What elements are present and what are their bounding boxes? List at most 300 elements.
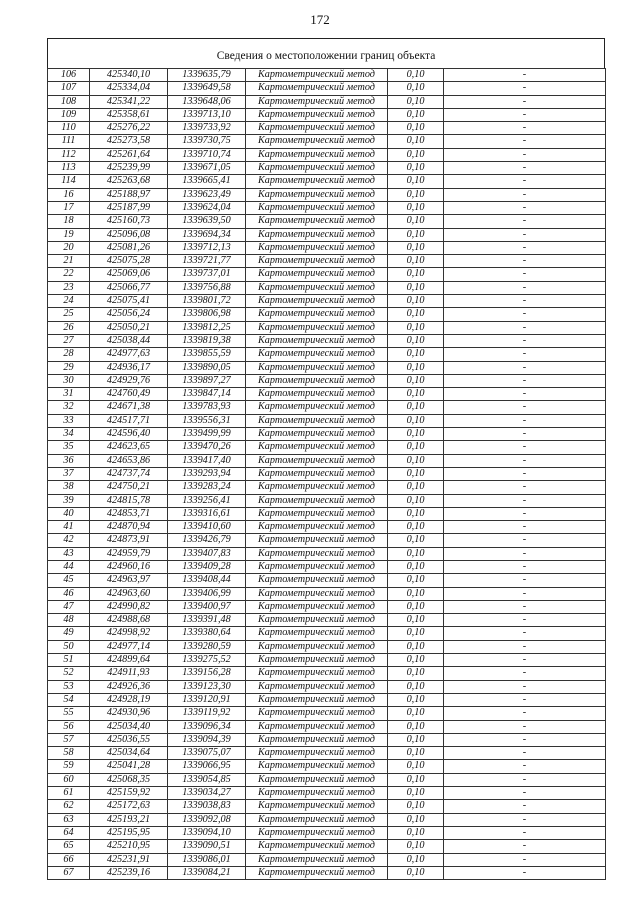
point-number-cell: 32 bbox=[48, 401, 90, 414]
y-coordinate-cell: 1339119,92 bbox=[168, 707, 246, 720]
table-row bbox=[48, 95, 606, 108]
x-coordinate-cell: 425187,99 bbox=[90, 201, 168, 214]
table-row bbox=[48, 441, 606, 454]
accuracy-cell: 0,10 bbox=[388, 733, 444, 746]
description-cell: - bbox=[444, 321, 606, 334]
y-coordinate-cell: 1339426,79 bbox=[168, 534, 246, 547]
accuracy-cell: 0,10 bbox=[388, 215, 444, 228]
point-number-cell: 37 bbox=[48, 467, 90, 480]
accuracy-cell: 0,10 bbox=[388, 560, 444, 573]
table-row bbox=[48, 787, 606, 800]
table-row bbox=[48, 374, 606, 387]
x-coordinate-cell: 425069,06 bbox=[90, 268, 168, 281]
point-number-cell: 54 bbox=[48, 693, 90, 706]
table-row bbox=[48, 188, 606, 201]
accuracy-cell: 0,10 bbox=[388, 95, 444, 108]
method-cell: Картометрический метод bbox=[246, 494, 388, 507]
point-number-cell: 44 bbox=[48, 560, 90, 573]
point-number-cell: 112 bbox=[48, 148, 90, 161]
description-cell: - bbox=[444, 560, 606, 573]
y-coordinate-cell: 1339623,49 bbox=[168, 188, 246, 201]
y-coordinate-cell: 1339256,41 bbox=[168, 494, 246, 507]
table-row bbox=[48, 707, 606, 720]
description-cell: - bbox=[444, 760, 606, 773]
point-number-cell: 110 bbox=[48, 122, 90, 135]
accuracy-cell: 0,10 bbox=[388, 773, 444, 786]
method-cell: Картометрический метод bbox=[246, 401, 388, 414]
table-row bbox=[48, 69, 606, 82]
point-number-cell: 39 bbox=[48, 494, 90, 507]
description-cell: - bbox=[444, 534, 606, 547]
method-cell: Картометрический метод bbox=[246, 334, 388, 347]
description-cell: - bbox=[444, 361, 606, 374]
accuracy-cell: 0,10 bbox=[388, 627, 444, 640]
y-coordinate-cell: 1339639,50 bbox=[168, 215, 246, 228]
table-row bbox=[48, 467, 606, 480]
description-cell: - bbox=[444, 281, 606, 294]
description-cell: - bbox=[444, 680, 606, 693]
point-number-cell: 49 bbox=[48, 627, 90, 640]
point-number-cell: 29 bbox=[48, 361, 90, 374]
table-row bbox=[48, 600, 606, 613]
description-cell: - bbox=[444, 188, 606, 201]
method-cell: Картометрический метод bbox=[246, 667, 388, 680]
accuracy-cell: 0,10 bbox=[388, 853, 444, 866]
method-cell: Картометрический метод bbox=[246, 773, 388, 786]
x-coordinate-cell: 424977,63 bbox=[90, 348, 168, 361]
method-cell: Картометрический метод bbox=[246, 241, 388, 254]
point-number-cell: 19 bbox=[48, 228, 90, 241]
description-cell: - bbox=[444, 481, 606, 494]
description-cell: - bbox=[444, 215, 606, 228]
table-row bbox=[48, 693, 606, 706]
accuracy-cell: 0,10 bbox=[388, 308, 444, 321]
point-number-cell: 67 bbox=[48, 866, 90, 879]
y-coordinate-cell: 1339120,91 bbox=[168, 693, 246, 706]
description-cell: - bbox=[444, 853, 606, 866]
x-coordinate-cell: 424750,21 bbox=[90, 481, 168, 494]
method-cell: Картометрический метод bbox=[246, 228, 388, 241]
point-number-cell: 23 bbox=[48, 281, 90, 294]
y-coordinate-cell: 1339721,77 bbox=[168, 255, 246, 268]
accuracy-cell: 0,10 bbox=[388, 454, 444, 467]
x-coordinate-cell: 424596,40 bbox=[90, 428, 168, 441]
x-coordinate-cell: 425239,16 bbox=[90, 866, 168, 879]
boundary-points-table bbox=[47, 68, 606, 880]
y-coordinate-cell: 1339499,99 bbox=[168, 428, 246, 441]
description-cell: - bbox=[444, 667, 606, 680]
accuracy-cell: 0,10 bbox=[388, 255, 444, 268]
point-number-cell: 35 bbox=[48, 441, 90, 454]
x-coordinate-cell: 424671,38 bbox=[90, 401, 168, 414]
point-number-cell: 62 bbox=[48, 800, 90, 813]
table-row bbox=[48, 680, 606, 693]
point-number-cell: 27 bbox=[48, 334, 90, 347]
accuracy-cell: 0,10 bbox=[388, 840, 444, 853]
description-cell: - bbox=[444, 467, 606, 480]
accuracy-cell: 0,10 bbox=[388, 667, 444, 680]
accuracy-cell: 0,10 bbox=[388, 268, 444, 281]
table-row bbox=[48, 454, 606, 467]
point-number-cell: 52 bbox=[48, 667, 90, 680]
point-number-cell: 107 bbox=[48, 82, 90, 95]
x-coordinate-cell: 424929,76 bbox=[90, 374, 168, 387]
y-coordinate-cell: 1339400,97 bbox=[168, 600, 246, 613]
x-coordinate-cell: 425340,10 bbox=[90, 69, 168, 82]
point-number-cell: 59 bbox=[48, 760, 90, 773]
table-row bbox=[48, 813, 606, 826]
y-coordinate-cell: 1339096,34 bbox=[168, 720, 246, 733]
accuracy-cell: 0,10 bbox=[388, 441, 444, 454]
x-coordinate-cell: 425239,99 bbox=[90, 162, 168, 175]
y-coordinate-cell: 1339635,79 bbox=[168, 69, 246, 82]
table-row bbox=[48, 853, 606, 866]
accuracy-cell: 0,10 bbox=[388, 481, 444, 494]
method-cell: Картометрический метод bbox=[246, 760, 388, 773]
x-coordinate-cell: 424873,91 bbox=[90, 534, 168, 547]
y-coordinate-cell: 1339066,95 bbox=[168, 760, 246, 773]
method-cell: Картометрический метод bbox=[246, 707, 388, 720]
description-cell: - bbox=[444, 747, 606, 760]
point-number-cell: 53 bbox=[48, 680, 90, 693]
method-cell: Картометрический метод bbox=[246, 348, 388, 361]
x-coordinate-cell: 424870,94 bbox=[90, 521, 168, 534]
x-coordinate-cell: 424930,96 bbox=[90, 707, 168, 720]
description-cell: - bbox=[444, 374, 606, 387]
point-number-cell: 20 bbox=[48, 241, 90, 254]
description-cell: - bbox=[444, 108, 606, 121]
x-coordinate-cell: 425263,68 bbox=[90, 175, 168, 188]
y-coordinate-cell: 1339094,10 bbox=[168, 826, 246, 839]
table-row bbox=[48, 175, 606, 188]
method-cell: Картометрический метод bbox=[246, 135, 388, 148]
table-row bbox=[48, 361, 606, 374]
accuracy-cell: 0,10 bbox=[388, 334, 444, 347]
point-number-cell: 22 bbox=[48, 268, 90, 281]
method-cell: Картометрический метод bbox=[246, 640, 388, 653]
description-cell: - bbox=[444, 334, 606, 347]
method-cell: Картометрический метод bbox=[246, 95, 388, 108]
table-row bbox=[48, 428, 606, 441]
x-coordinate-cell: 424926,36 bbox=[90, 680, 168, 693]
x-coordinate-cell: 424936,17 bbox=[90, 361, 168, 374]
method-cell: Картометрический метод bbox=[246, 720, 388, 733]
description-cell: - bbox=[444, 69, 606, 82]
y-coordinate-cell: 1339806,98 bbox=[168, 308, 246, 321]
description-cell: - bbox=[444, 414, 606, 427]
table-title: Сведения о местоположении границ объекта bbox=[47, 38, 605, 68]
point-number-cell: 26 bbox=[48, 321, 90, 334]
y-coordinate-cell: 1339156,28 bbox=[168, 667, 246, 680]
point-number-cell: 61 bbox=[48, 787, 90, 800]
point-number-cell: 58 bbox=[48, 747, 90, 760]
table-row bbox=[48, 268, 606, 281]
x-coordinate-cell: 425034,64 bbox=[90, 747, 168, 760]
table-row bbox=[48, 308, 606, 321]
description-cell: - bbox=[444, 95, 606, 108]
y-coordinate-cell: 1339408,44 bbox=[168, 574, 246, 587]
y-coordinate-cell: 1339380,64 bbox=[168, 627, 246, 640]
accuracy-cell: 0,10 bbox=[388, 281, 444, 294]
point-number-cell: 42 bbox=[48, 534, 90, 547]
method-cell: Картометрический метод bbox=[246, 215, 388, 228]
y-coordinate-cell: 1339075,07 bbox=[168, 747, 246, 760]
y-coordinate-cell: 1339086,01 bbox=[168, 853, 246, 866]
accuracy-cell: 0,10 bbox=[388, 361, 444, 374]
accuracy-cell: 0,10 bbox=[388, 69, 444, 82]
method-cell: Картометрический метод bbox=[246, 122, 388, 135]
point-number-cell: 30 bbox=[48, 374, 90, 387]
method-cell: Картометрический метод bbox=[246, 308, 388, 321]
x-coordinate-cell: 425172,63 bbox=[90, 800, 168, 813]
table-row bbox=[48, 281, 606, 294]
y-coordinate-cell: 1339855,59 bbox=[168, 348, 246, 361]
method-cell: Картометрический метод bbox=[246, 614, 388, 627]
point-number-cell: 16 bbox=[48, 188, 90, 201]
y-coordinate-cell: 1339712,13 bbox=[168, 241, 246, 254]
accuracy-cell: 0,10 bbox=[388, 201, 444, 214]
table-row bbox=[48, 760, 606, 773]
point-number-cell: 56 bbox=[48, 720, 90, 733]
accuracy-cell: 0,10 bbox=[388, 228, 444, 241]
description-cell: - bbox=[444, 693, 606, 706]
x-coordinate-cell: 424960,16 bbox=[90, 560, 168, 573]
table-row bbox=[48, 414, 606, 427]
x-coordinate-cell: 424977,14 bbox=[90, 640, 168, 653]
description-cell: - bbox=[444, 866, 606, 879]
description-cell: - bbox=[444, 494, 606, 507]
method-cell: Картометрический метод bbox=[246, 747, 388, 760]
table-row bbox=[48, 614, 606, 627]
method-cell: Картометрический метод bbox=[246, 162, 388, 175]
y-coordinate-cell: 1339470,26 bbox=[168, 441, 246, 454]
table-row bbox=[48, 574, 606, 587]
accuracy-cell: 0,10 bbox=[388, 800, 444, 813]
x-coordinate-cell: 425056,24 bbox=[90, 308, 168, 321]
table-row bbox=[48, 773, 606, 786]
point-number-cell: 109 bbox=[48, 108, 90, 121]
accuracy-cell: 0,10 bbox=[388, 574, 444, 587]
method-cell: Картометрический метод bbox=[246, 441, 388, 454]
method-cell: Картометрический метод bbox=[246, 693, 388, 706]
x-coordinate-cell: 425195,95 bbox=[90, 826, 168, 839]
point-number-cell: 34 bbox=[48, 428, 90, 441]
x-coordinate-cell: 424963,60 bbox=[90, 587, 168, 600]
y-coordinate-cell: 1339417,40 bbox=[168, 454, 246, 467]
x-coordinate-cell: 425210,95 bbox=[90, 840, 168, 853]
description-cell: - bbox=[444, 348, 606, 361]
y-coordinate-cell: 1339406,99 bbox=[168, 587, 246, 600]
method-cell: Картометрический метод bbox=[246, 188, 388, 201]
point-number-cell: 40 bbox=[48, 507, 90, 520]
x-coordinate-cell: 424990,82 bbox=[90, 600, 168, 613]
method-cell: Картометрический метод bbox=[246, 627, 388, 640]
x-coordinate-cell: 424959,79 bbox=[90, 547, 168, 560]
point-number-cell: 66 bbox=[48, 853, 90, 866]
x-coordinate-cell: 424760,49 bbox=[90, 388, 168, 401]
table-row bbox=[48, 534, 606, 547]
y-coordinate-cell: 1339275,52 bbox=[168, 654, 246, 667]
description-cell: - bbox=[444, 840, 606, 853]
description-cell: - bbox=[444, 813, 606, 826]
table-row bbox=[48, 162, 606, 175]
description-cell: - bbox=[444, 441, 606, 454]
y-coordinate-cell: 1339094,39 bbox=[168, 733, 246, 746]
accuracy-cell: 0,10 bbox=[388, 175, 444, 188]
table-row bbox=[48, 640, 606, 653]
table-row bbox=[48, 800, 606, 813]
y-coordinate-cell: 1339391,48 bbox=[168, 614, 246, 627]
x-coordinate-cell: 425276,22 bbox=[90, 122, 168, 135]
y-coordinate-cell: 1339737,01 bbox=[168, 268, 246, 281]
method-cell: Картометрический метод bbox=[246, 853, 388, 866]
accuracy-cell: 0,10 bbox=[388, 374, 444, 387]
y-coordinate-cell: 1339038,83 bbox=[168, 800, 246, 813]
table-row bbox=[48, 215, 606, 228]
method-cell: Картометрический метод bbox=[246, 600, 388, 613]
table-row bbox=[48, 840, 606, 853]
table-row bbox=[48, 148, 606, 161]
y-coordinate-cell: 1339034,27 bbox=[168, 787, 246, 800]
accuracy-cell: 0,10 bbox=[388, 122, 444, 135]
table-body bbox=[48, 69, 606, 880]
point-number-cell: 60 bbox=[48, 773, 90, 786]
accuracy-cell: 0,10 bbox=[388, 188, 444, 201]
table-row bbox=[48, 295, 606, 308]
point-number-cell: 48 bbox=[48, 614, 90, 627]
x-coordinate-cell: 424623,65 bbox=[90, 441, 168, 454]
method-cell: Картометрический метод bbox=[246, 787, 388, 800]
method-cell: Картометрический метод bbox=[246, 82, 388, 95]
method-cell: Картометрический метод bbox=[246, 560, 388, 573]
table-row bbox=[48, 507, 606, 520]
x-coordinate-cell: 425273,58 bbox=[90, 135, 168, 148]
description-cell: - bbox=[444, 521, 606, 534]
accuracy-cell: 0,10 bbox=[388, 707, 444, 720]
accuracy-cell: 0,10 bbox=[388, 787, 444, 800]
table-row bbox=[48, 255, 606, 268]
point-number-cell: 21 bbox=[48, 255, 90, 268]
x-coordinate-cell: 425034,40 bbox=[90, 720, 168, 733]
accuracy-cell: 0,10 bbox=[388, 414, 444, 427]
y-coordinate-cell: 1339624,04 bbox=[168, 201, 246, 214]
table-row bbox=[48, 388, 606, 401]
description-cell: - bbox=[444, 82, 606, 95]
description-cell: - bbox=[444, 268, 606, 281]
accuracy-cell: 0,10 bbox=[388, 494, 444, 507]
y-coordinate-cell: 1339648,06 bbox=[168, 95, 246, 108]
accuracy-cell: 0,10 bbox=[388, 467, 444, 480]
y-coordinate-cell: 1339410,60 bbox=[168, 521, 246, 534]
table-row bbox=[48, 122, 606, 135]
method-cell: Картометрический метод bbox=[246, 813, 388, 826]
x-coordinate-cell: 425050,21 bbox=[90, 321, 168, 334]
description-cell: - bbox=[444, 295, 606, 308]
table-row bbox=[48, 494, 606, 507]
y-coordinate-cell: 1339897,27 bbox=[168, 374, 246, 387]
x-coordinate-cell: 425358,61 bbox=[90, 108, 168, 121]
y-coordinate-cell: 1339280,59 bbox=[168, 640, 246, 653]
description-cell: - bbox=[444, 201, 606, 214]
x-coordinate-cell: 425036,55 bbox=[90, 733, 168, 746]
accuracy-cell: 0,10 bbox=[388, 348, 444, 361]
y-coordinate-cell: 1339812,25 bbox=[168, 321, 246, 334]
method-cell: Картометрический метод bbox=[246, 826, 388, 839]
description-cell: - bbox=[444, 122, 606, 135]
accuracy-cell: 0,10 bbox=[388, 720, 444, 733]
method-cell: Картометрический метод bbox=[246, 295, 388, 308]
point-number-cell: 114 bbox=[48, 175, 90, 188]
description-cell: - bbox=[444, 654, 606, 667]
x-coordinate-cell: 425075,28 bbox=[90, 255, 168, 268]
description-cell: - bbox=[444, 720, 606, 733]
x-coordinate-cell: 424815,78 bbox=[90, 494, 168, 507]
y-coordinate-cell: 1339671,05 bbox=[168, 162, 246, 175]
x-coordinate-cell: 425341,22 bbox=[90, 95, 168, 108]
description-cell: - bbox=[444, 614, 606, 627]
method-cell: Картометрический метод bbox=[246, 587, 388, 600]
x-coordinate-cell: 425075,41 bbox=[90, 295, 168, 308]
method-cell: Картометрический метод bbox=[246, 680, 388, 693]
accuracy-cell: 0,10 bbox=[388, 295, 444, 308]
method-cell: Картометрический метод bbox=[246, 733, 388, 746]
table-row bbox=[48, 228, 606, 241]
point-number-cell: 50 bbox=[48, 640, 90, 653]
method-cell: Картометрический метод bbox=[246, 374, 388, 387]
accuracy-cell: 0,10 bbox=[388, 654, 444, 667]
point-number-cell: 33 bbox=[48, 414, 90, 427]
accuracy-cell: 0,10 bbox=[388, 693, 444, 706]
x-coordinate-cell: 425096,08 bbox=[90, 228, 168, 241]
method-cell: Картометрический метод bbox=[246, 428, 388, 441]
y-coordinate-cell: 1339733,92 bbox=[168, 122, 246, 135]
method-cell: Картометрический метод bbox=[246, 281, 388, 294]
point-number-cell: 18 bbox=[48, 215, 90, 228]
y-coordinate-cell: 1339847,14 bbox=[168, 388, 246, 401]
table-row bbox=[48, 720, 606, 733]
description-cell: - bbox=[444, 148, 606, 161]
accuracy-cell: 0,10 bbox=[388, 428, 444, 441]
description-cell: - bbox=[444, 773, 606, 786]
method-cell: Картометрический метод bbox=[246, 467, 388, 480]
accuracy-cell: 0,10 bbox=[388, 760, 444, 773]
table-row bbox=[48, 547, 606, 560]
method-cell: Картометрический метод bbox=[246, 507, 388, 520]
table-row bbox=[48, 560, 606, 573]
point-number-cell: 63 bbox=[48, 813, 90, 826]
x-coordinate-cell: 424928,19 bbox=[90, 693, 168, 706]
method-cell: Картометрический метод bbox=[246, 148, 388, 161]
accuracy-cell: 0,10 bbox=[388, 162, 444, 175]
y-coordinate-cell: 1339092,08 bbox=[168, 813, 246, 826]
description-cell: - bbox=[444, 547, 606, 560]
table-row bbox=[48, 866, 606, 879]
x-coordinate-cell: 424653,86 bbox=[90, 454, 168, 467]
method-cell: Картометрический метод bbox=[246, 268, 388, 281]
method-cell: Картометрический метод bbox=[246, 800, 388, 813]
description-cell: - bbox=[444, 800, 606, 813]
point-number-cell: 64 bbox=[48, 826, 90, 839]
description-cell: - bbox=[444, 428, 606, 441]
y-coordinate-cell: 1339649,58 bbox=[168, 82, 246, 95]
page-number: 172 bbox=[310, 12, 330, 27]
accuracy-cell: 0,10 bbox=[388, 241, 444, 254]
accuracy-cell: 0,10 bbox=[388, 521, 444, 534]
description-cell: - bbox=[444, 574, 606, 587]
x-coordinate-cell: 425041,28 bbox=[90, 760, 168, 773]
method-cell: Картометрический метод bbox=[246, 454, 388, 467]
table-row bbox=[48, 201, 606, 214]
